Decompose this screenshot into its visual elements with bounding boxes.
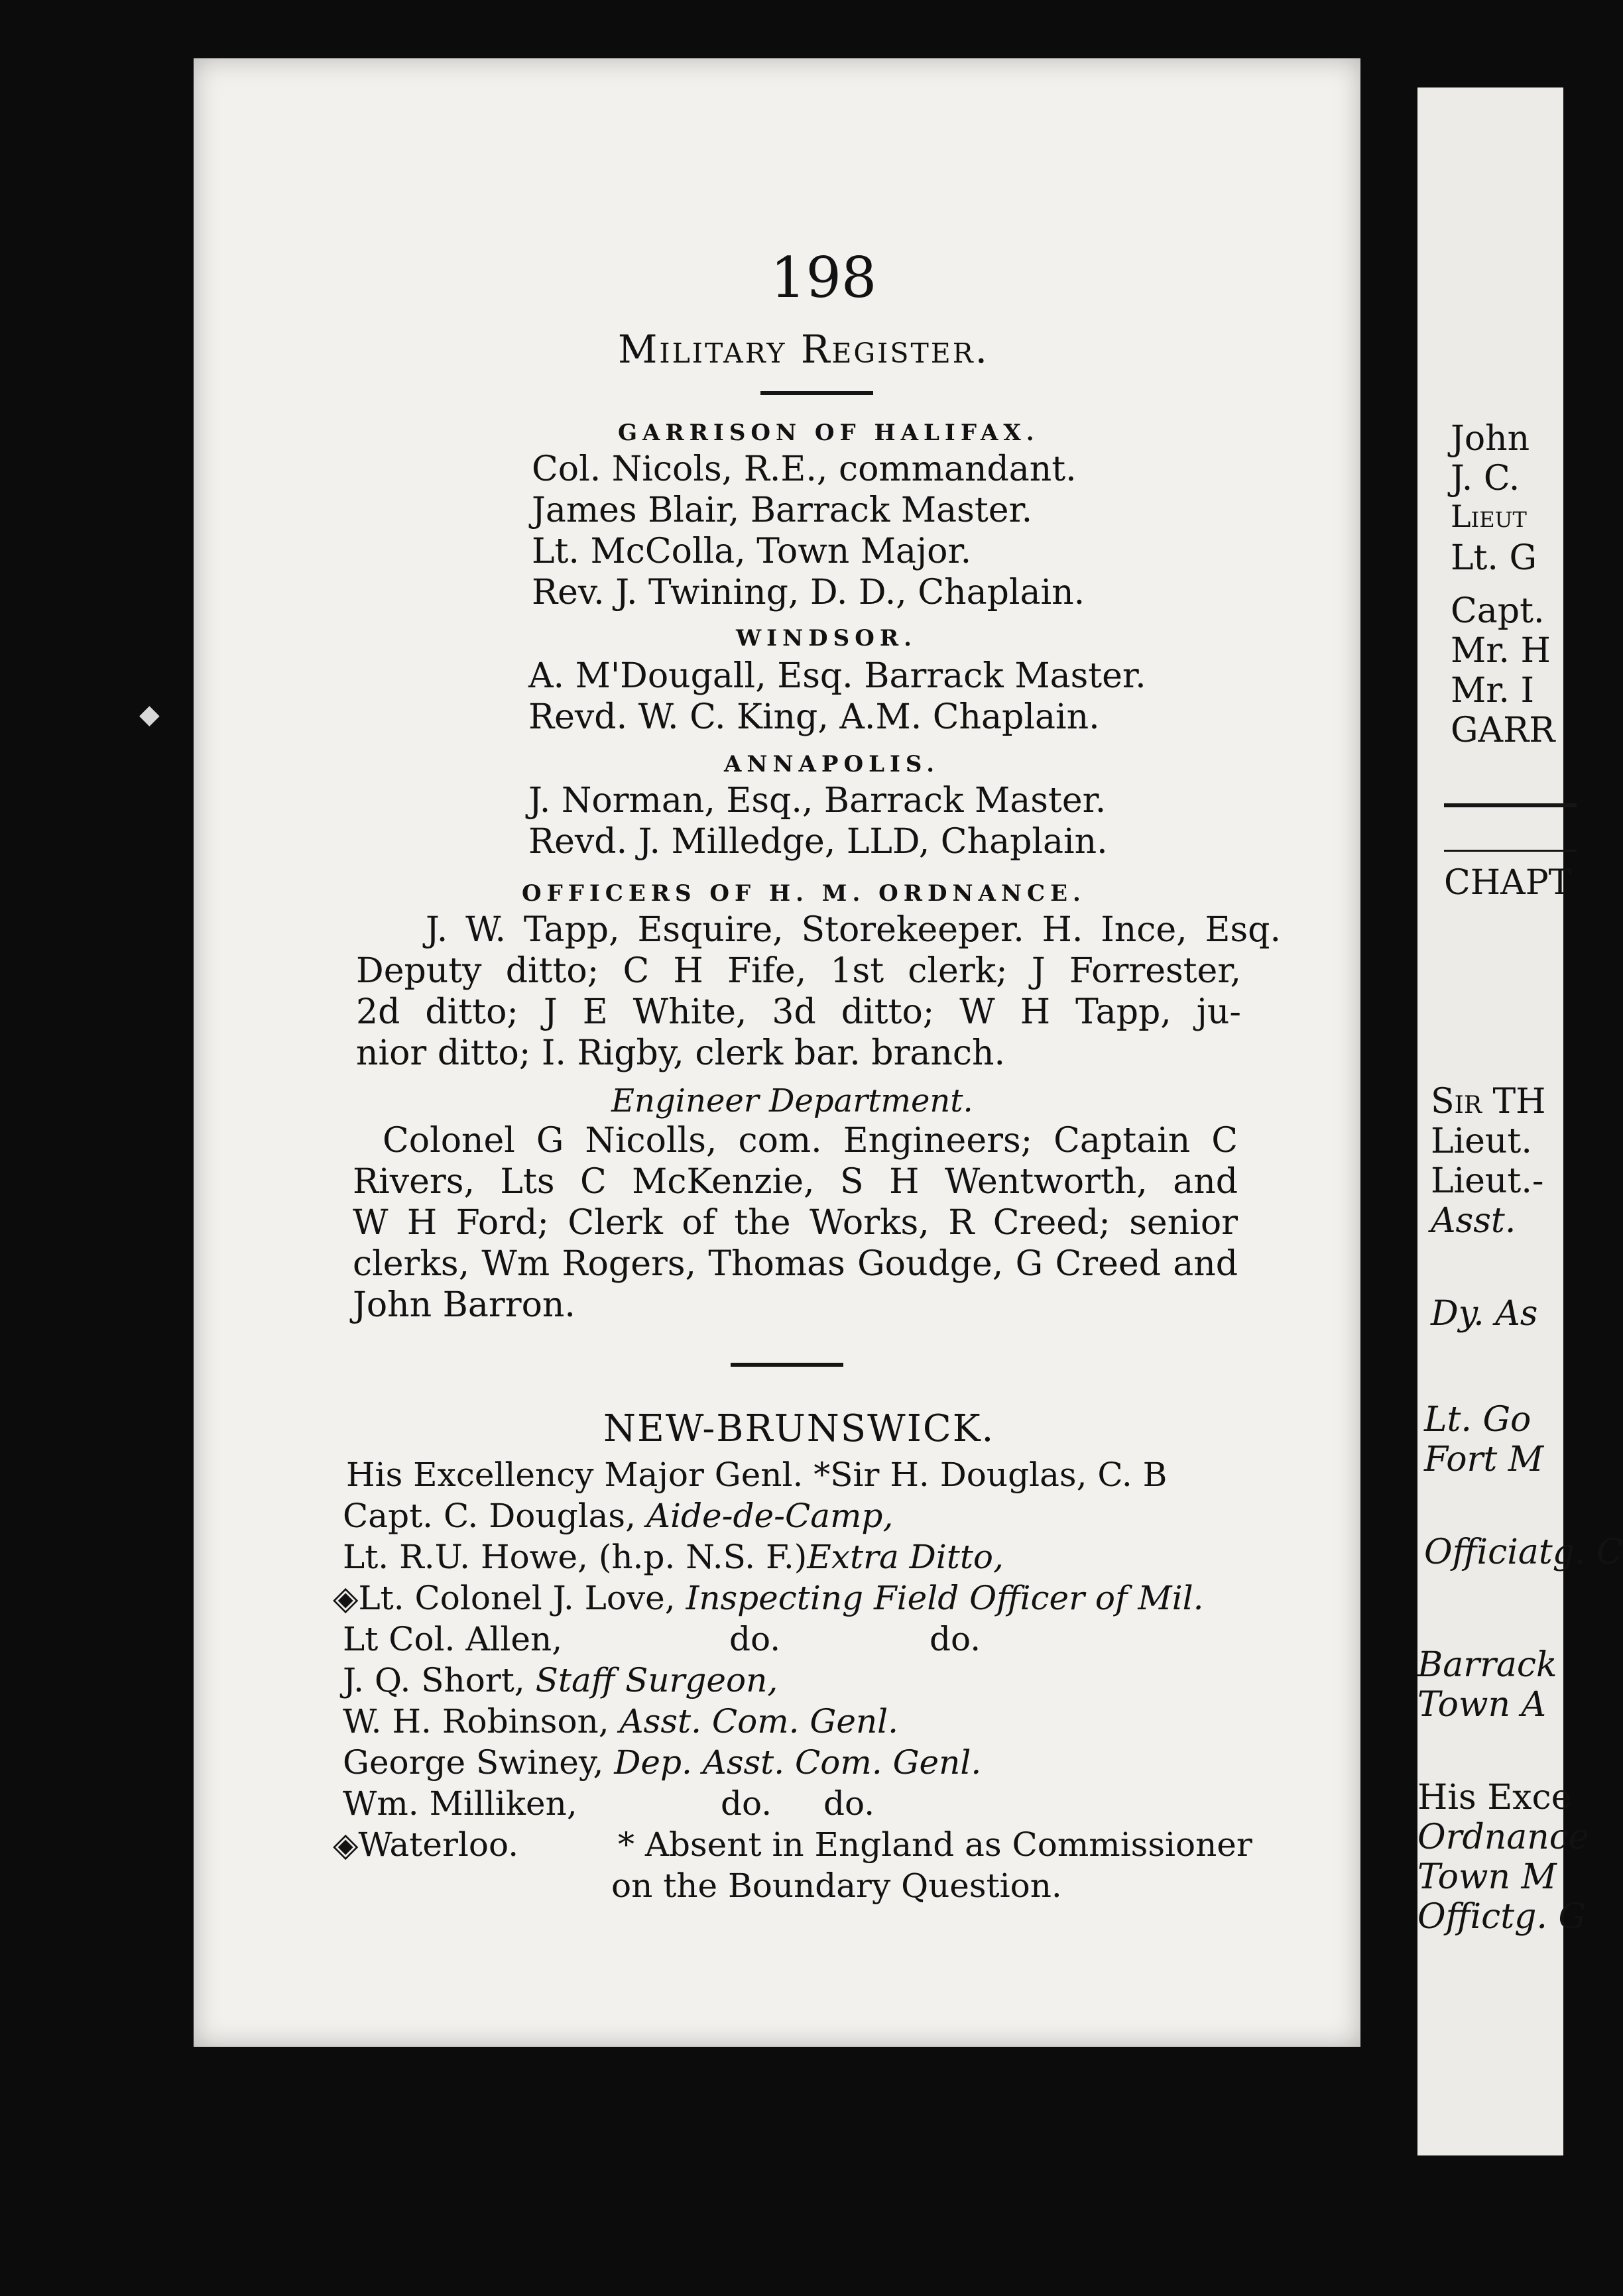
nb-entry-7 xyxy=(343,1702,898,1741)
rp-line-5: Capt. xyxy=(1451,591,1545,631)
page-header: Military Register. xyxy=(618,327,990,372)
engineer-line-4 xyxy=(353,1244,1238,1284)
footnote-waterloo: ◈Waterloo. xyxy=(333,1825,519,1864)
ordnance-line-2 xyxy=(356,951,1241,991)
annapolis-line-2: Revd. J. Milledge, LLD, Chaplain. xyxy=(528,822,1108,862)
nb-entry-7-name: W. H. Robinson, xyxy=(343,1702,609,1741)
rp-line-13: Asst. xyxy=(1431,1201,1516,1241)
nb-entry-8-name: George Swiney, xyxy=(343,1743,604,1782)
rp-line-9: CHAPT xyxy=(1444,863,1572,903)
windsor-line-1: A. M'Dougall, Esq. Barrack Master. xyxy=(528,656,1146,696)
rp-rule-2 xyxy=(1444,850,1577,852)
engineer-line-5: John Barron. xyxy=(353,1285,575,1325)
rp-line-17: Officiatg. C xyxy=(1424,1532,1623,1572)
ordnance-line-4: nior ditto; I. Rigby, clerk bar. branch. xyxy=(356,1033,1006,1073)
engineer-line-2 xyxy=(353,1162,1238,1202)
nb-entry-3-role: Extra Ditto, xyxy=(807,1538,1004,1576)
rp-line-21: Ordnance xyxy=(1417,1817,1589,1857)
nb-entry-4-role: Inspecting Field Officer of Mil. xyxy=(686,1579,1204,1617)
nb-entry-6-name: J. Q. Short, xyxy=(343,1661,525,1699)
engineer-line-2-text: Rivers, Lts C McKenzie, S H Wentworth, and xyxy=(353,1162,1238,1202)
section-heading-windsor: WINDSOR. xyxy=(736,625,917,652)
nb-entry-5-role: do. xyxy=(729,1620,781,1658)
header-rule xyxy=(760,391,873,395)
engineer-line-3 xyxy=(353,1203,1238,1243)
ordnance-line-3 xyxy=(356,992,1241,1032)
nb-entry-6-role: Staff Surgeon, xyxy=(535,1661,778,1699)
book-page-right-edge xyxy=(1417,87,1623,2155)
section-heading-annapolis: ANNAPOLIS. xyxy=(724,751,940,777)
rp-line-20: His Exce xyxy=(1417,1778,1572,1817)
nb-entry-3 xyxy=(343,1538,1004,1576)
rp-line-4: Lt. G xyxy=(1451,538,1537,578)
page-number: 198 xyxy=(770,245,877,310)
nb-entry-2-role: Aide-de-Camp, xyxy=(646,1497,894,1535)
section-heading-ordnance: OFFICERS OF H. M. ORDNANCE. xyxy=(522,880,1086,907)
footnote-absent: * Absent in England as Commissioner xyxy=(618,1825,1252,1864)
nb-entry-8-role: Dep. Asst. Com. Genl. xyxy=(614,1743,982,1782)
engineer-line-4-text: clerks, Wm Rogers, Thomas Goudge, G Creed and xyxy=(353,1244,1238,1284)
rp-line-14: Dy. As xyxy=(1431,1294,1538,1334)
ordnance-line-3-text: 2d ditto; J E White, 3d ditto; W H Tapp, ju- xyxy=(356,992,1241,1032)
nb-entry-4-name: ◈Lt. Colonel J. Love, xyxy=(333,1579,676,1617)
book-page-left xyxy=(194,58,1360,2047)
engineer-line-1 xyxy=(383,1121,1238,1161)
halifax-line-4: Rev. J. Twining, D. D., Chaplain. xyxy=(532,573,1085,612)
rp-line-6: Mr. H xyxy=(1451,631,1551,671)
windsor-line-2: Revd. W. C. King, A.M. Chaplain. xyxy=(528,697,1100,737)
rp-line-18: Barrack xyxy=(1417,1645,1557,1685)
nb-entry-8 xyxy=(343,1743,981,1782)
rp-line-7: Mr. I xyxy=(1451,671,1534,711)
nb-entry-6 xyxy=(343,1661,778,1699)
section-rule xyxy=(731,1363,843,1367)
nb-entry-9-role2: do. xyxy=(823,1784,875,1823)
nb-entry-7-role: Asst. Com. Genl. xyxy=(619,1702,899,1741)
halifax-line-1: Col. Nicols, R.E., commandant. xyxy=(532,449,1077,489)
rp-line-1: John xyxy=(1451,419,1530,459)
rp-line-8: GARR xyxy=(1451,711,1555,750)
nb-entry-1: His Excellency Major Genl. *Sir H. Douglas, C. B xyxy=(346,1456,1168,1494)
speck-mark: ◆ xyxy=(139,699,160,730)
rp-line-15: Lt. Go xyxy=(1424,1400,1532,1440)
rp-rule-1 xyxy=(1444,803,1577,807)
engineer-line-3-text: W H Ford; Clerk of the Works, R Creed; senior xyxy=(353,1203,1238,1243)
section-heading-halifax: GARRISON OF HALIFAX. xyxy=(618,420,1040,446)
rp-line-11: Lieut. xyxy=(1431,1121,1532,1161)
section-heading-new-brunswick: NEW-BRUNSWICK. xyxy=(603,1407,995,1450)
section-heading-engineer: Engineer Department. xyxy=(611,1082,973,1119)
nb-entry-2-name: Capt. C. Douglas, xyxy=(343,1497,636,1535)
rp-line-3: Lieut xyxy=(1451,498,1527,534)
rp-line-2: J. C. xyxy=(1451,459,1520,498)
rp-line-19: Town A xyxy=(1417,1685,1547,1725)
annapolis-line-1: J. Norman, Esq., Barrack Master. xyxy=(528,781,1107,821)
nb-entry-9-name: Wm. Milliken, xyxy=(343,1784,577,1823)
rp-line-12: Lieut.- xyxy=(1431,1161,1544,1201)
nb-entry-2 xyxy=(343,1497,893,1535)
halifax-line-3: Lt. McColla, Town Major. xyxy=(532,532,972,571)
nb-entry-5-role2: do. xyxy=(930,1620,981,1658)
nb-entry-9-role: do. xyxy=(721,1784,772,1823)
rp-line-16: Fort M xyxy=(1424,1440,1544,1479)
nb-entry-5-name: Lt Col. Allen, xyxy=(343,1620,563,1658)
rp-line-23: Offictg. G xyxy=(1417,1897,1587,1937)
ordnance-line-1 xyxy=(396,910,1281,950)
ordnance-line-1-text: J. W. Tapp, Esquire, Storekeeper. H. Ince, Esq. xyxy=(426,910,1281,950)
engineer-line-1-text: Colonel G Nicolls, com. Engineers; Captain C xyxy=(383,1121,1238,1161)
ordnance-line-2-text: Deputy ditto; C H Fife, 1st clerk; J Forrester, xyxy=(356,951,1241,991)
nb-entry-4 xyxy=(333,1579,1204,1617)
footnote-boundary: on the Boundary Question. xyxy=(611,1866,1062,1905)
nb-entry-3-name: Lt. R.U. Howe, (h.p. N.S. F.) xyxy=(343,1538,808,1576)
halifax-line-2: James Blair, Barrack Master. xyxy=(532,490,1033,530)
rp-line-22: Town M xyxy=(1417,1857,1557,1897)
rp-line-10: Sir TH xyxy=(1431,1082,1546,1121)
